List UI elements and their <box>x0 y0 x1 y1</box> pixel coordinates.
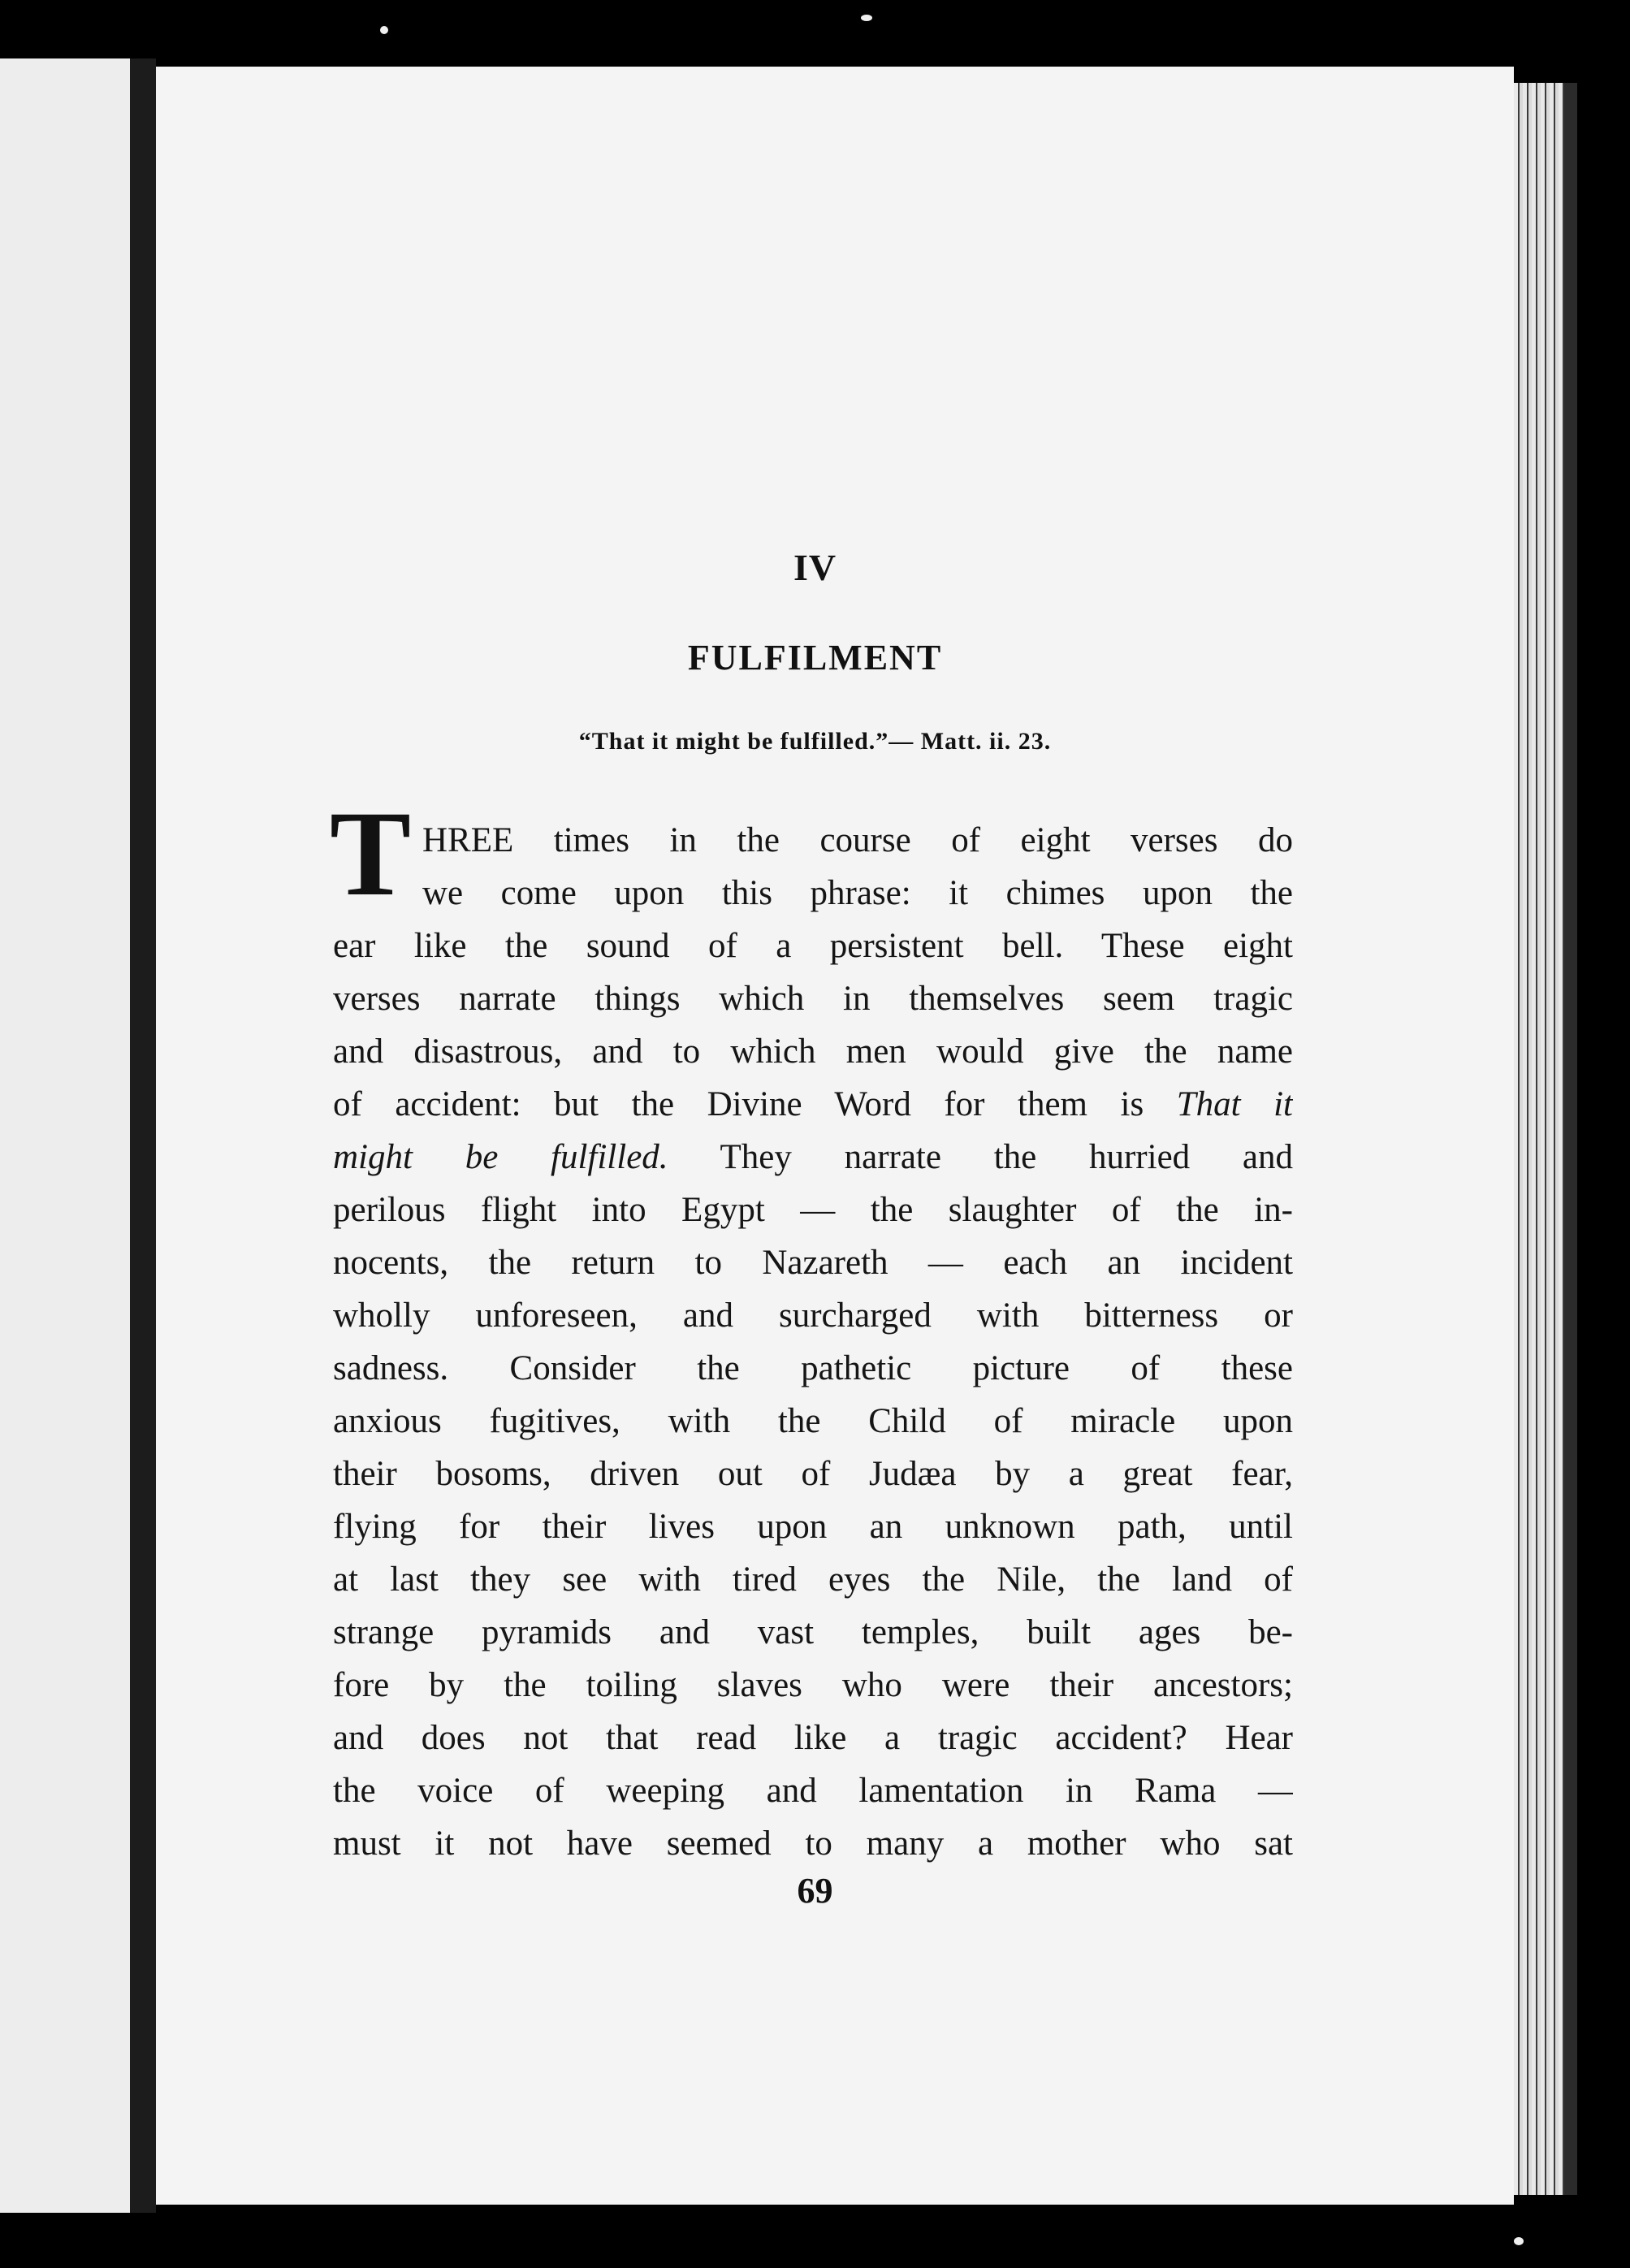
text-line: of accident: but the Divine Word for them is That it <box>333 1085 1293 1123</box>
text-line: perilous flight into Egypt — the slaughter of the in- <box>333 1191 1293 1229</box>
text-line: anxious fugitives, with the Child of miracle upon <box>333 1402 1293 1440</box>
italic-phrase: That it <box>1176 1085 1293 1123</box>
epigraph: “That it might be fulfilled.”— Matt. ii. 23. <box>578 728 1052 755</box>
text-line: at last they see with tired eyes the Nile, the land of <box>333 1560 1293 1599</box>
scan-speck <box>1514 2237 1524 2245</box>
text-line: flying for their lives upon an unknown path, until <box>333 1508 1293 1546</box>
scan-speck <box>380 26 388 34</box>
text-line: and does not that read like a tragic accident? Hear <box>333 1719 1293 1757</box>
text-line: fore by the toiling slaves who were their ancestors; <box>333 1666 1293 1704</box>
text-line: strange pyramids and vast temples, built ages be- <box>333 1613 1293 1651</box>
drop-cap: T <box>330 786 412 921</box>
scan-speck <box>861 15 872 21</box>
text-line: might be fulfilled. They narrate the hurried and <box>333 1138 1293 1176</box>
text-line: ear like the sound of a persistent bell. These eight <box>333 927 1293 965</box>
text-line: we come upon this phrase: it chimes upon the <box>422 874 1293 912</box>
chapter-number: IV <box>793 547 837 588</box>
chapter-title: FULFILMENT <box>687 638 943 677</box>
body-text <box>333 814 1293 1870</box>
page-number: 69 <box>797 1871 833 1911</box>
text-line: wholly unforeseen, and surcharged with bitterness or <box>333 1296 1293 1335</box>
text-line: their bosoms, driven out of Judæa by a great fear, <box>333 1455 1293 1493</box>
text-line: the voice of weeping and lamentation in Rama — <box>333 1772 1293 1810</box>
italic-phrase: might be fulfilled. <box>333 1138 668 1176</box>
text-line: nocents, the return to Nazareth — each an incident <box>333 1244 1293 1282</box>
text-line: HREE times in the course of eight verses do <box>422 821 1293 859</box>
text-line: sadness. Consider the pathetic picture of these <box>333 1349 1293 1387</box>
text-line: verses narrate things which in themselves seem tragic <box>333 980 1293 1018</box>
text-line: and disastrous, and to which men would give the name <box>333 1032 1293 1071</box>
text-line: must it not have seemed to many a mother who sat <box>333 1824 1293 1863</box>
